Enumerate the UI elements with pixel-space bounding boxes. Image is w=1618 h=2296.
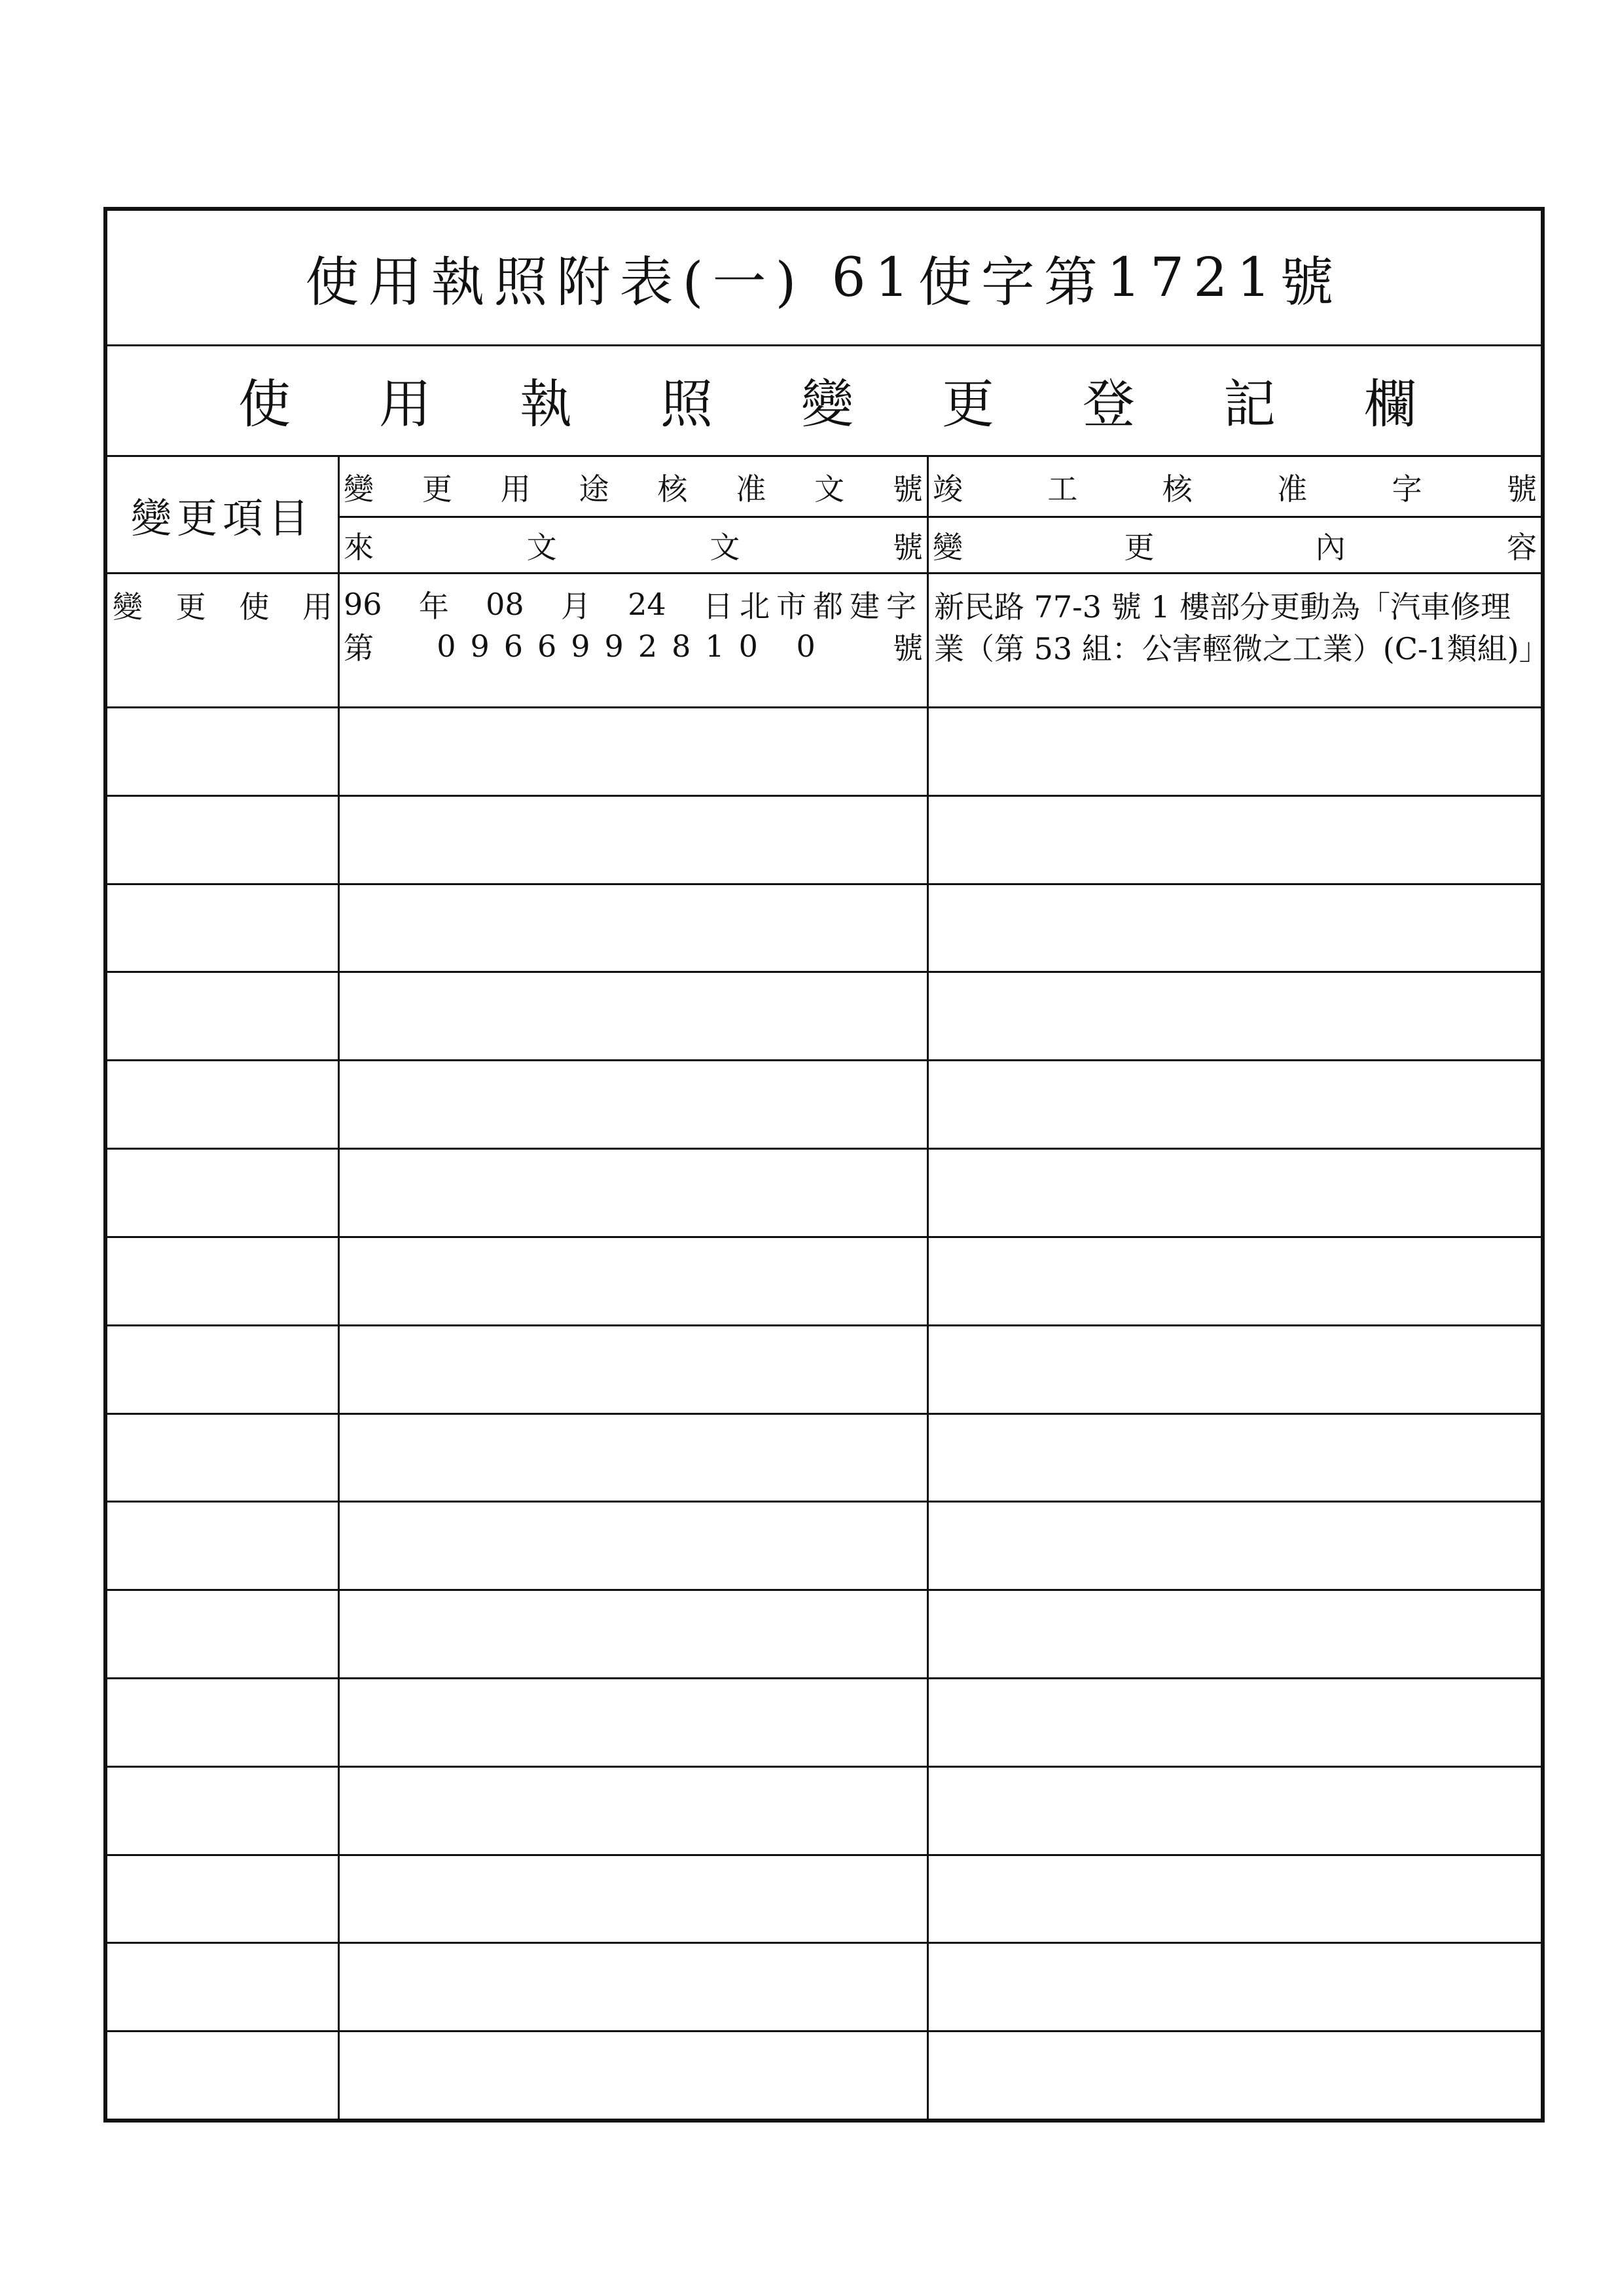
heading-char: 更 bbox=[942, 374, 994, 435]
row-line bbox=[107, 1854, 1541, 1856]
title-char: 照 bbox=[494, 251, 557, 314]
title-char: (一) bbox=[682, 251, 806, 314]
row-line bbox=[107, 971, 1541, 973]
header-char: 容 bbox=[1506, 529, 1537, 565]
entry-doc-line bbox=[340, 583, 927, 625]
header-char: 文 bbox=[526, 529, 557, 565]
heading-char: 使 bbox=[238, 374, 291, 435]
row-line bbox=[107, 1236, 1541, 1238]
form-title bbox=[107, 211, 1541, 346]
row-line bbox=[107, 2030, 1541, 2032]
doc-token: 日北市都建字 bbox=[702, 589, 923, 624]
header-char: 更 bbox=[1124, 529, 1155, 565]
header-char: 竣 bbox=[933, 471, 963, 507]
section-heading bbox=[107, 344, 1541, 457]
row-line bbox=[107, 1148, 1541, 1150]
title-char: 使字第 bbox=[918, 251, 1107, 314]
title-char: 表 bbox=[619, 251, 683, 314]
header-char: 核 bbox=[1162, 471, 1193, 507]
heading-char: 執 bbox=[520, 374, 572, 435]
doc-token: 08 bbox=[486, 587, 524, 622]
header-char: 號 bbox=[1506, 471, 1537, 507]
header-char: 用 bbox=[500, 471, 531, 507]
header-char: 文 bbox=[814, 471, 845, 507]
row-line bbox=[107, 795, 1541, 797]
entry-item-char: 變 bbox=[113, 589, 143, 625]
header-char: 工 bbox=[1047, 471, 1078, 507]
license-appendix-form bbox=[103, 207, 1549, 2123]
title-char: 號 bbox=[1280, 251, 1343, 314]
header-char: 來 bbox=[344, 529, 374, 565]
row-line bbox=[107, 1766, 1541, 1768]
column-header-change-content bbox=[929, 518, 1541, 572]
row-line bbox=[107, 1059, 1541, 1061]
row-line bbox=[107, 1677, 1541, 1679]
header-char: 途 bbox=[579, 471, 609, 507]
header-char: 核 bbox=[657, 471, 688, 507]
title-char: 使 bbox=[305, 251, 369, 314]
title-char: 附 bbox=[556, 251, 620, 314]
header-char: 號 bbox=[892, 471, 923, 507]
header-char: 號 bbox=[892, 529, 923, 565]
title-char: 執 bbox=[431, 251, 494, 314]
entry-doc-number bbox=[340, 574, 927, 705]
header-char: 變 bbox=[933, 529, 963, 565]
title-char: 用 bbox=[368, 251, 431, 314]
entry-item-char: 用 bbox=[302, 589, 333, 625]
doc-token: 0966992810 0 bbox=[437, 629, 830, 664]
header-char: 准 bbox=[1277, 471, 1308, 507]
title-char: 1721 bbox=[1106, 246, 1280, 309]
header-char: 字 bbox=[1392, 471, 1422, 507]
entry-change-content: 新民路 77-3 號 1 樓部分更動為「汽車修理業（第 53 組：公害輕微之工業）(C-1類組)」 bbox=[934, 589, 1549, 666]
header-char: 文 bbox=[710, 529, 740, 565]
column-header-approval-doc bbox=[340, 458, 927, 516]
entry-item bbox=[107, 574, 338, 633]
column-header-completion-approval bbox=[929, 458, 1541, 516]
heading-char: 用 bbox=[379, 374, 431, 435]
entry-item-char: 使 bbox=[239, 589, 270, 625]
row-line bbox=[107, 883, 1541, 885]
title-char: 61 bbox=[831, 246, 918, 309]
doc-token: 號 bbox=[893, 630, 923, 666]
doc-token: 年 bbox=[418, 589, 449, 624]
header-char: 變 bbox=[344, 471, 374, 507]
row-line bbox=[107, 1324, 1541, 1326]
row-line bbox=[107, 1942, 1541, 1944]
doc-token: 月 bbox=[560, 589, 591, 624]
entry-doc-line bbox=[340, 625, 927, 667]
column-header-item: 變更項目 bbox=[130, 494, 314, 542]
heading-char: 變 bbox=[801, 374, 854, 435]
heading-char: 照 bbox=[660, 374, 713, 435]
heading-char: 登 bbox=[1083, 374, 1135, 435]
doc-token: 第 bbox=[344, 630, 374, 666]
column-header-incoming-doc bbox=[340, 518, 927, 572]
header-char: 准 bbox=[736, 471, 766, 507]
header-char: 內 bbox=[1315, 529, 1346, 565]
header-char: 更 bbox=[422, 471, 452, 507]
heading-char: 記 bbox=[1223, 374, 1276, 435]
doc-token: 96 bbox=[344, 587, 382, 622]
doc-token: 24 bbox=[628, 587, 666, 622]
entry-item-char: 更 bbox=[175, 589, 206, 625]
row-line bbox=[107, 706, 1541, 708]
row-line bbox=[107, 1589, 1541, 1591]
row-line bbox=[107, 1501, 1541, 1503]
row-line bbox=[107, 1413, 1541, 1415]
heading-char: 欄 bbox=[1364, 374, 1416, 435]
